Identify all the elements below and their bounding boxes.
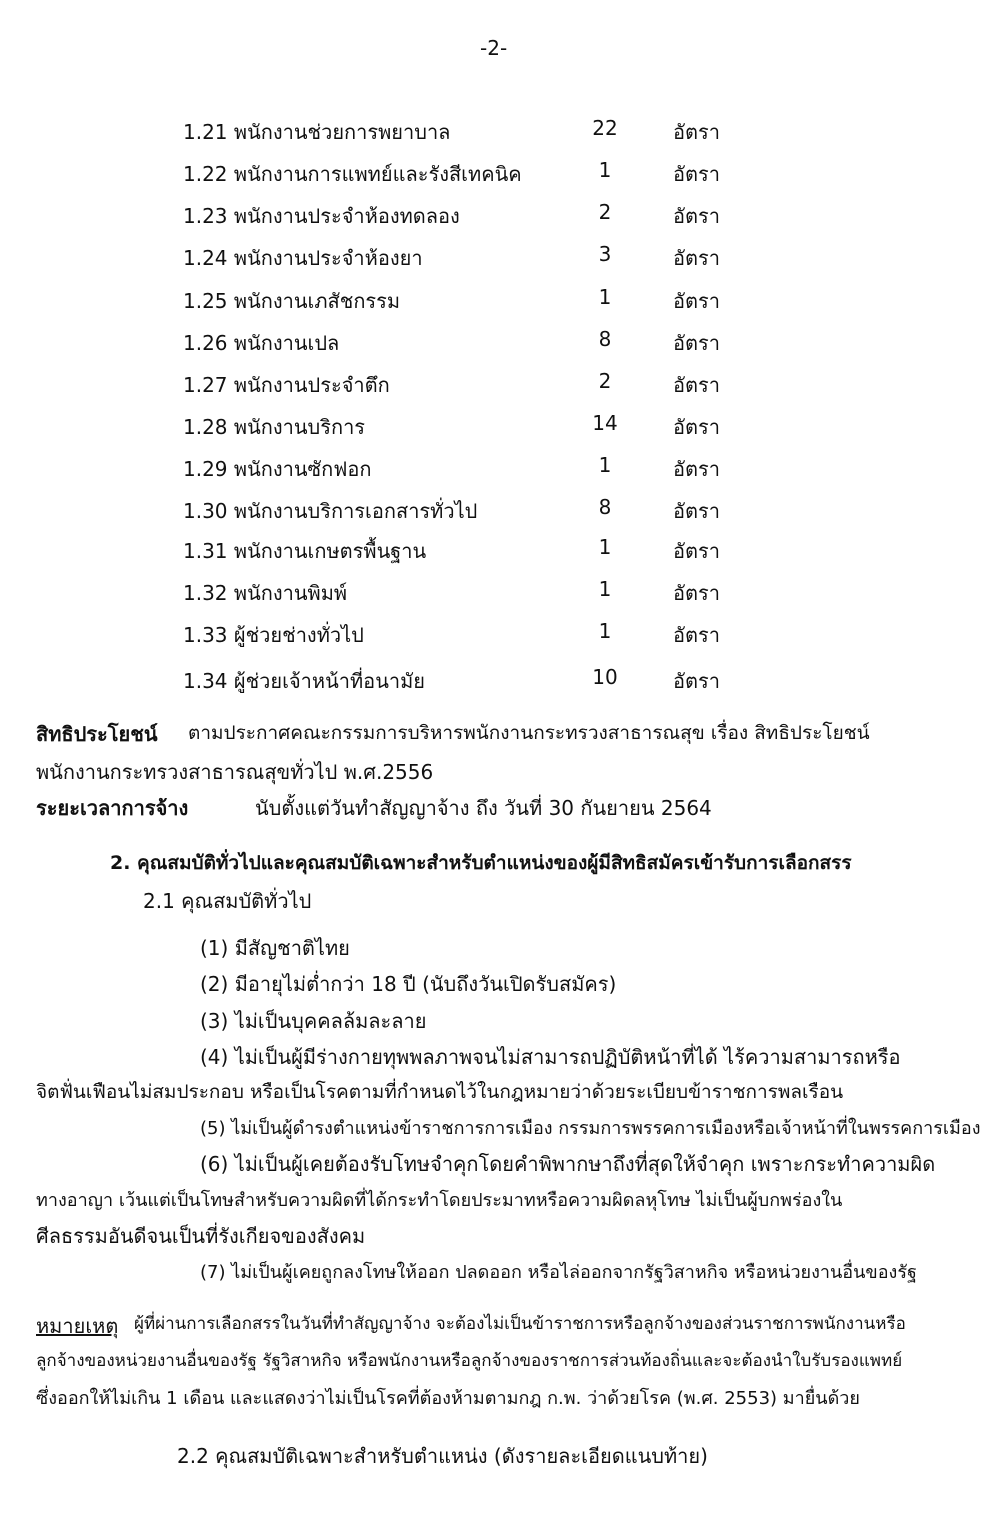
position-row — [0, 200, 1000, 230]
position-title: 1.28 พนักงานบริการ — [183, 415, 366, 439]
qualification-1: (1) มีสัญชาติไทย — [200, 936, 350, 960]
qualification-6b: ทางอาญา เว้นแต่เป็นโทษสำหรับความผิดที่ได้กระทำโดยประมาทหรือความผิดลหุโทษ ไม่เป็นผู้บกพร่องใน — [36, 1190, 843, 1211]
qualification-5: (5) ไม่เป็นผู้ดำรงตำแหน่งข้าราชการการเมือง กรรมการพรรคการเมืองหรือเจ้าหน้าที่ในพรรคการเมือง — [200, 1118, 981, 1139]
position-unit: อัตรา — [673, 457, 720, 481]
position-count: 1 — [598, 619, 612, 643]
note-label: หมายเหตุ — [36, 1314, 119, 1338]
qualification-6c: ศีลธรรมอันดีจนเป็นที่รังเกียจของสังคม — [36, 1224, 366, 1248]
position-unit: อัตรา — [673, 120, 720, 144]
position-count: 1 — [598, 158, 612, 182]
position-count: 1 — [598, 285, 612, 309]
position-count: 10 — [592, 665, 618, 689]
position-unit: อัตรา — [673, 331, 720, 355]
position-row — [0, 619, 1000, 649]
qualification-4b: จิตฟั่นเฟือนไม่สมประกอบ หรือเป็นโรคตามที่กำหนดไว้ในกฎหมายว่าด้วยระเบียบข้าราชการพลเรือน — [36, 1081, 844, 1103]
section2-2-heading: 2.2 คุณสมบัติเฉพาะสำหรับตำแหน่ง (ดังรายละเอียดแนบท้าย) — [177, 1444, 708, 1468]
position-row — [0, 158, 1000, 188]
page-number: -2- — [480, 36, 508, 60]
position-count: 1 — [598, 535, 612, 559]
position-row — [0, 116, 1000, 146]
position-row — [0, 535, 1000, 565]
benefits-label: สิทธิประโยชน์ — [36, 722, 158, 746]
benefits-line2: พนักงานกระทรวงสาธารณสุขทั่วไป พ.ศ.2556 — [36, 760, 434, 784]
position-title: 1.27 พนักงานประจำตึก — [183, 373, 390, 397]
position-unit: อัตรา — [673, 415, 720, 439]
position-row — [0, 285, 1000, 315]
section2-1-heading: 2.1 คุณสมบัติทั่วไป — [143, 889, 312, 913]
position-unit: อัตรา — [673, 289, 720, 313]
position-title: 1.25 พนักงานเภสัชกรรม — [183, 289, 401, 313]
position-row — [0, 242, 1000, 272]
position-title: 1.33 ผู้ช่วยช่างทั่วไป — [183, 623, 364, 647]
position-unit: อัตรา — [673, 499, 720, 523]
position-row — [0, 495, 1000, 525]
position-count: 1 — [598, 577, 612, 601]
position-row — [0, 453, 1000, 483]
qualification-4a: (4) ไม่เป็นผู้มีร่างกายทุพพลภาพจนไม่สามารถปฏิบัติหน้าที่ได้ ไร้ความสามารถหรือ — [200, 1045, 901, 1069]
note-line3: ซึ่งออกให้ไม่เกิน 1 เดือน และแสดงว่าไม่เป็นโรคที่ต้องห้ามตามกฎ ก.พ. ว่าด้วยโรค (พ.ศ. 2553) มายื่นด้วย — [36, 1388, 860, 1409]
position-title: 1.26 พนักงานเปล — [183, 331, 340, 355]
position-unit: อัตรา — [673, 669, 720, 693]
section2-heading: 2. คุณสมบัติทั่วไปและคุณสมบัติเฉพาะสำหรับตำแหน่งของผู้มีสิทธิสมัครเข้ารับการเลือกสรร — [110, 852, 852, 874]
position-count: 2 — [598, 200, 612, 224]
position-unit: อัตรา — [673, 246, 720, 270]
position-title: 1.34 ผู้ช่วยเจ้าหน้าที่อนามัย — [183, 669, 426, 693]
note-line1: ผู้ที่ผ่านการเลือกสรรในวันที่ทำสัญญาจ้าง จะต้องไม่เป็นข้าราชการหรือลูกจ้างของส่วนราชการพนักงานหรือ — [134, 1314, 906, 1334]
position-title: 1.22 พนักงานการแพทย์และรังสีเทคนิค — [183, 162, 522, 186]
position-count: 2 — [598, 369, 612, 393]
position-row — [0, 665, 1000, 695]
note-line2: ลูกจ้างของหน่วยงานอื่นของรัฐ รัฐวิสาหกิจ หรือพนักงานหรือลูกจ้างของราชการส่วนท้องถิ่นและจะต้องนำใบรับรองแพทย์ — [36, 1351, 903, 1371]
position-unit: อัตรา — [673, 162, 720, 186]
position-title: 1.23 พนักงานประจำห้องทดลอง — [183, 204, 460, 228]
position-title: 1.30 พนักงานบริการเอกสารทั่วไป — [183, 499, 478, 523]
position-unit: อัตรา — [673, 623, 720, 647]
position-title: 1.21 พนักงานช่วยการพยาบาล — [183, 120, 451, 144]
position-count: 22 — [592, 116, 618, 140]
position-count: 14 — [592, 411, 618, 435]
benefits-line1: ตามประกาศคณะกรรมการบริหารพนักงานกระทรวงสาธารณสุข เรื่อง สิทธิประโยชน์ — [188, 722, 870, 744]
position-row — [0, 411, 1000, 441]
qualification-3: (3) ไม่เป็นบุคคลล้มละลาย — [200, 1009, 427, 1033]
position-unit: อัตรา — [673, 581, 720, 605]
position-count: 8 — [598, 327, 612, 351]
position-unit: อัตรา — [673, 539, 720, 563]
qualification-2: (2) มีอายุไม่ต่ำกว่า 18 ปี (นับถึงวันเปิดรับสมัคร) — [200, 972, 617, 996]
position-title: 1.31 พนักงานเกษตรพื้นฐาน — [183, 539, 427, 563]
qualification-6a: (6) ไม่เป็นผู้เคยต้องรับโทษจำคุกโดยคำพิพากษาถึงที่สุดให้จำคุก เพราะกระทำความผิด — [200, 1152, 936, 1176]
position-row — [0, 327, 1000, 357]
position-title: 1.24 พนักงานประจำห้องยา — [183, 246, 423, 270]
position-row — [0, 369, 1000, 399]
position-title: 1.32 พนักงานพิมพ์ — [183, 581, 348, 605]
position-unit: อัตรา — [673, 204, 720, 228]
employment-period-text: นับตั้งแต่วันทำสัญญาจ้าง ถึง วันที่ 30 กันยายน 2564 — [255, 796, 712, 820]
position-unit: อัตรา — [673, 373, 720, 397]
position-count: 3 — [598, 242, 612, 266]
employment-period-label: ระยะเวลาการจ้าง — [36, 796, 189, 820]
qualification-7: (7) ไม่เป็นผู้เคยถูกลงโทษให้ออก ปลดออก หรือไล่ออกจากรัฐวิสาหกิจ หรือหน่วยงานอื่นของรัฐ — [200, 1262, 917, 1283]
position-row — [0, 577, 1000, 607]
position-count: 1 — [598, 453, 612, 477]
position-title: 1.29 พนักงานซักฟอก — [183, 457, 372, 481]
position-count: 8 — [598, 495, 612, 519]
